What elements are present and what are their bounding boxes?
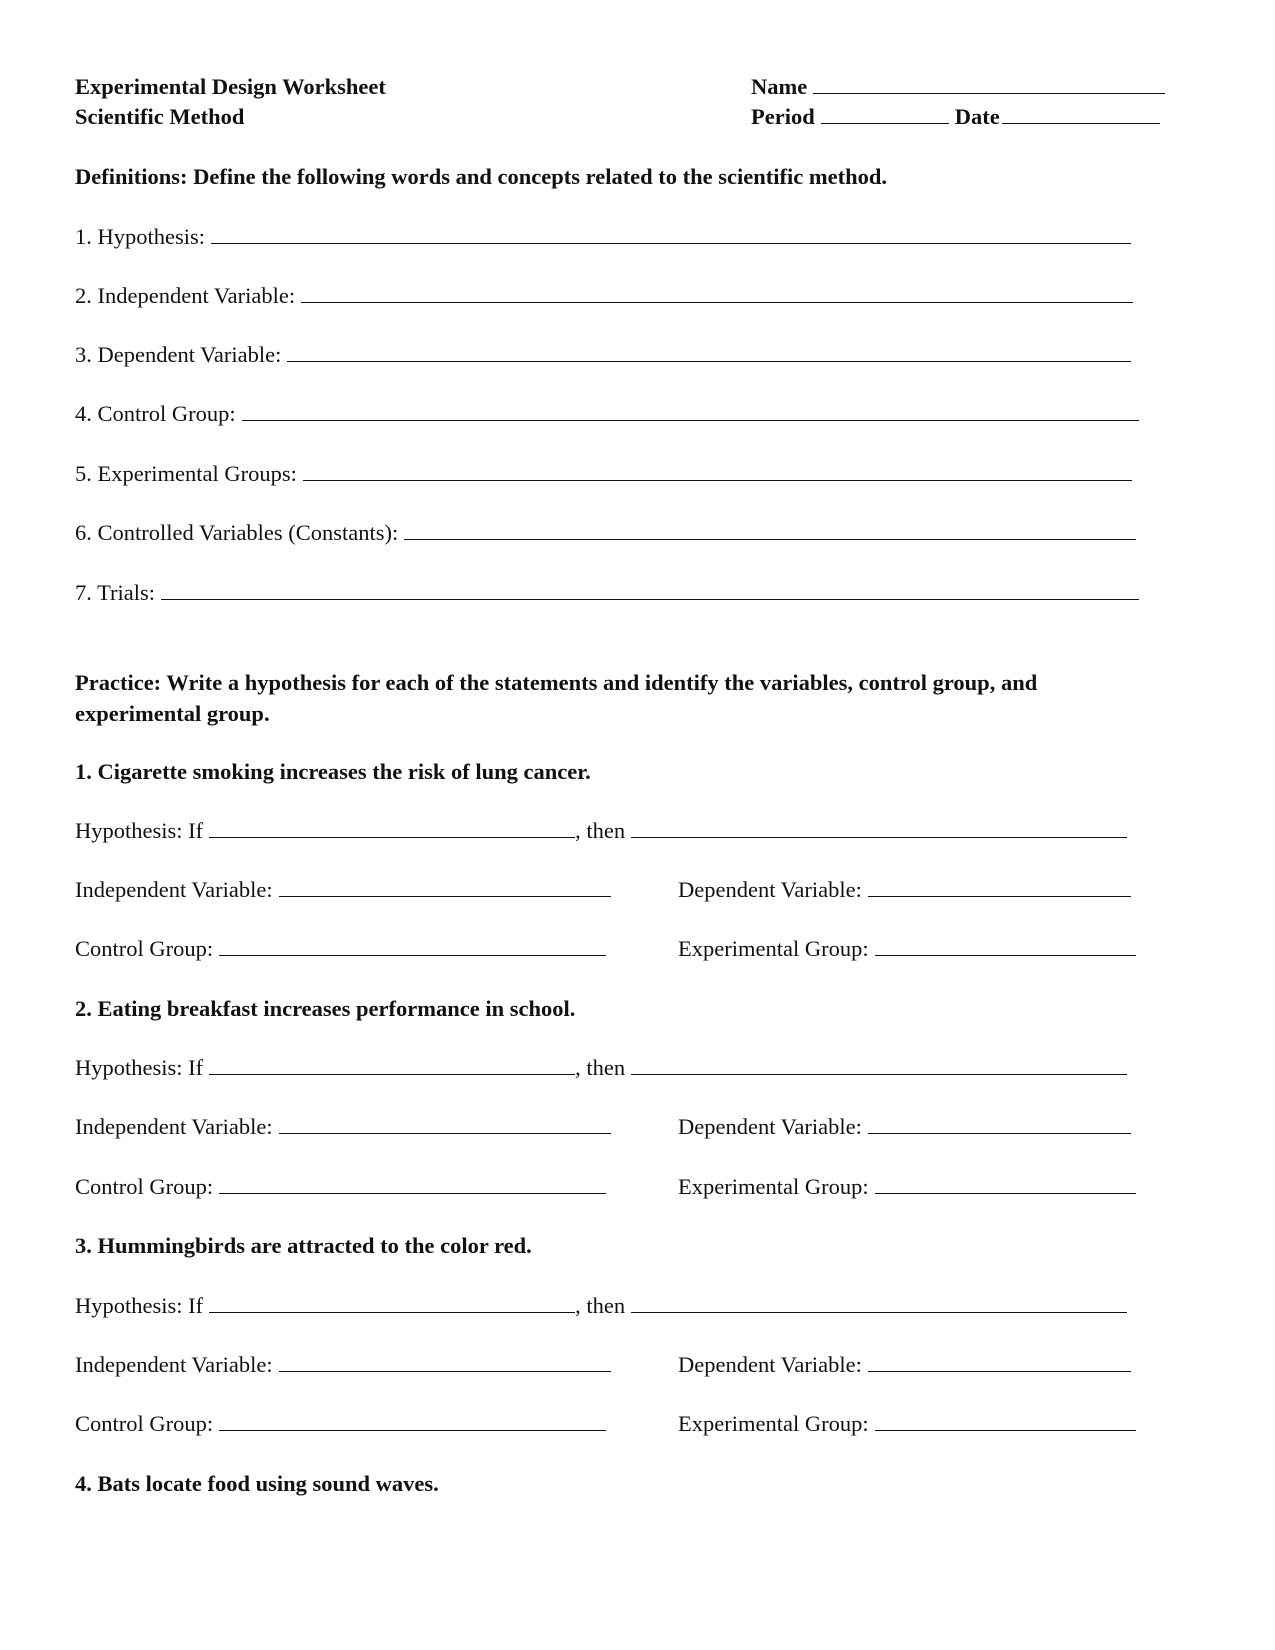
definition-answer-field[interactable] [303, 462, 1132, 481]
period-label: Period [751, 104, 815, 129]
experimental-group-field[interactable] [875, 937, 1136, 956]
definition-row [75, 222, 1131, 252]
hypothesis-if-field[interactable] [209, 1294, 575, 1313]
hypothesis-then-field[interactable] [631, 1056, 1127, 1075]
independent-variable-label: Independent Variable: [75, 1352, 273, 1377]
dependent-variable-field[interactable] [868, 1115, 1131, 1134]
practice-statement: 1. Cigarette smoking increases the risk of lung cancer. [75, 759, 591, 784]
control-group-label: Control Group: [75, 1411, 214, 1436]
definition-answer-field[interactable] [211, 225, 1131, 244]
dependent-variable-row [678, 1112, 1131, 1142]
independent-variable-row [75, 1350, 611, 1380]
dependent-variable-label: Dependent Variable: [678, 877, 862, 902]
experimental-group-row [678, 934, 1136, 964]
worksheet-subtitle: Scientific Method [75, 104, 245, 129]
control-group-row [75, 934, 606, 964]
date-label: Date [954, 104, 1000, 129]
experimental-group-row [678, 1409, 1136, 1439]
experimental-group-field[interactable] [875, 1412, 1136, 1431]
independent-variable-field[interactable] [279, 878, 611, 897]
hypothesis-row [75, 1291, 1127, 1321]
experimental-group-label: Experimental Group: [678, 936, 869, 961]
definition-row [75, 518, 1136, 548]
name-field[interactable] [813, 75, 1165, 94]
definition-label: 5. Experimental Groups: [75, 461, 297, 486]
experimental-group-field[interactable] [875, 1175, 1136, 1194]
then-label: , then [575, 1293, 626, 1318]
then-label: , then [575, 1055, 626, 1080]
independent-variable-label: Independent Variable: [75, 877, 273, 902]
dependent-variable-row [678, 875, 1131, 905]
experimental-group-row [678, 1172, 1136, 1202]
independent-variable-row [75, 875, 611, 905]
definition-row [75, 399, 1139, 429]
dependent-variable-row [678, 1350, 1131, 1380]
hypothesis-if-field[interactable] [209, 1056, 575, 1075]
dependent-variable-field[interactable] [868, 1353, 1131, 1372]
control-group-field[interactable] [219, 937, 606, 956]
hypothesis-then-field[interactable] [631, 819, 1127, 838]
control-group-row [75, 1172, 606, 1202]
practice-heading: Practice: Write a hypothesis for each of the statements and identify the variables, control group, and experimental group. [75, 670, 1038, 726]
definition-answer-field[interactable] [301, 284, 1133, 303]
definition-row [75, 340, 1131, 370]
definition-label: 3. Dependent Variable: [75, 342, 282, 367]
dependent-variable-field[interactable] [868, 878, 1131, 897]
independent-variable-label: Independent Variable: [75, 1114, 273, 1139]
practice-statement: 3. Hummingbirds are attracted to the color red. [75, 1233, 532, 1258]
independent-variable-row [75, 1112, 611, 1142]
definition-answer-field[interactable] [242, 402, 1139, 421]
definition-row [75, 459, 1132, 489]
control-group-row [75, 1409, 606, 1439]
definition-answer-field[interactable] [161, 581, 1139, 600]
date-field[interactable] [1002, 105, 1160, 124]
worksheet-title: Experimental Design Worksheet [75, 74, 386, 99]
hypothesis-label: Hypothesis: If [75, 1055, 204, 1080]
definition-row [75, 578, 1139, 608]
hypothesis-row [75, 1053, 1127, 1083]
definition-label: 4. Control Group: [75, 401, 236, 426]
practice-statement: 2. Eating breakfast increases performance in school. [75, 996, 576, 1021]
independent-variable-field[interactable] [279, 1115, 611, 1134]
practice-statement: 4. Bats locate food using sound waves. [75, 1471, 439, 1496]
definition-answer-field[interactable] [287, 343, 1131, 362]
name-row [751, 72, 1165, 102]
period-field[interactable] [821, 105, 949, 124]
hypothesis-row [75, 816, 1127, 846]
dependent-variable-label: Dependent Variable: [678, 1114, 862, 1139]
worksheet-page [75, 0, 1200, 1650]
definition-row [75, 281, 1133, 311]
hypothesis-then-field[interactable] [631, 1294, 1127, 1313]
hypothesis-label: Hypothesis: If [75, 818, 204, 843]
control-group-label: Control Group: [75, 1174, 214, 1199]
dependent-variable-label: Dependent Variable: [678, 1352, 862, 1377]
hypothesis-if-field[interactable] [209, 819, 575, 838]
definition-label: 2. Independent Variable: [75, 283, 296, 308]
control-group-field[interactable] [219, 1412, 606, 1431]
control-group-field[interactable] [219, 1175, 606, 1194]
experimental-group-label: Experimental Group: [678, 1411, 869, 1436]
definition-answer-field[interactable] [404, 521, 1136, 540]
period-date-row [751, 102, 1160, 132]
definition-label: 6. Controlled Variables (Constants): [75, 520, 399, 545]
definitions-heading: Definitions: Define the following words and concepts related to the scientific method. [75, 164, 888, 189]
control-group-label: Control Group: [75, 936, 214, 961]
experimental-group-label: Experimental Group: [678, 1174, 869, 1199]
hypothesis-label: Hypothesis: If [75, 1293, 204, 1318]
definition-label: 1. Hypothesis: [75, 224, 206, 249]
then-label: , then [575, 818, 626, 843]
definition-label: 7. Trials: [75, 580, 156, 605]
name-label: Name [751, 74, 808, 99]
independent-variable-field[interactable] [279, 1353, 611, 1372]
